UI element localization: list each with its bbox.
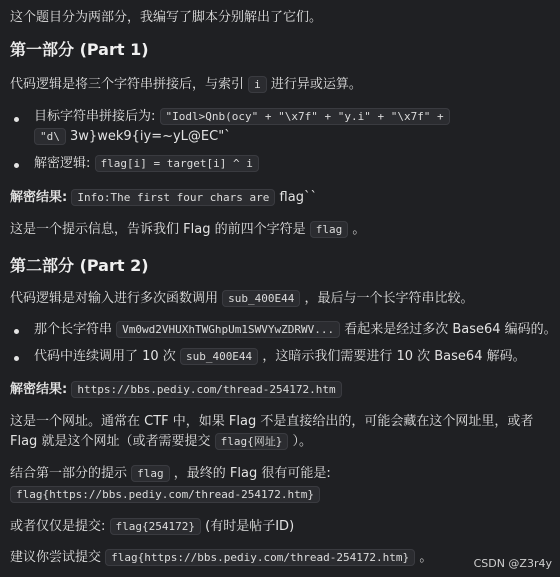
part2-bullet2-after: ，这暗示我们需要进行 10 次 Base64 解码。 <box>262 349 526 364</box>
part1-heading: 第一部分 (Part 1) <box>10 40 149 59</box>
part2-para2-after: ）。 <box>292 434 312 449</box>
bullet-icon <box>14 117 19 122</box>
part2-bullet1-before: 那个长字符串 <box>34 322 113 337</box>
part2-combine-code: flag <box>131 465 170 482</box>
part2-alt-before: 或者仅仅是提交: <box>10 519 106 534</box>
part1-bullet-target-cont <box>34 129 550 145</box>
part2-result-code: https://bbs.pediy.com/thread-254172.htm <box>71 381 341 398</box>
part2-bullet2-before: 代码中连续调用了 10 次 <box>34 349 176 364</box>
part2-desc-after: ，最后与一个长字符串比较。 <box>304 291 474 306</box>
part2-suggest-after: 。 <box>419 550 433 565</box>
watermark: CSDN @Z3r4y <box>473 557 552 571</box>
part1-bullet1-tail: 3w}wek9{iy=~yL@EC"` <box>70 129 231 144</box>
part2-suggest-code: flag{https://bbs.pediy.com/thread-254172.htm} <box>105 549 415 566</box>
part2-desc-before: 代码逻辑是对输入进行多次函数调用 <box>10 291 219 306</box>
part1-result-label: 解密结果: <box>10 190 68 205</box>
part2-desc <box>10 291 550 307</box>
part2-final-flag <box>10 487 550 503</box>
part2-bullet1-after: 看起来是经过多次 Base64 编码的。 <box>344 322 557 337</box>
part1-result-code: Info:The first four chars are <box>71 189 275 206</box>
part1-desc <box>10 77 550 93</box>
part2-bullet1-code: Vm0wd2VHUXhTWGhpUm1SWVYwZDRWV... <box>116 321 340 338</box>
part1-note-after: 。 <box>352 222 366 237</box>
part2-alt-code: flag{254172} <box>110 518 201 535</box>
part2-bullet-string <box>34 322 557 338</box>
part1-bullet1-code-b: "d\ <box>34 128 66 145</box>
part2-desc-code: sub_400E44 <box>222 290 300 307</box>
part2-para2-before: Flag 就是这个网址（或者需要提交 <box>10 434 211 449</box>
part1-note-code: flag <box>310 221 349 238</box>
part2-heading: 第二部分 (Part 2) <box>10 256 149 275</box>
part2-suggest-before: 建议你尝试提交 <box>10 550 102 565</box>
part1-bullet2-code: flag[i] = target[i] ^ i <box>95 155 259 172</box>
part2-combine-after: ，最终的 Flag 很有可能是: <box>173 466 331 481</box>
part2-para2 <box>10 434 550 450</box>
bullet-icon <box>14 329 19 334</box>
part2-alt-after: (有时是帖子ID) <box>205 519 295 534</box>
part1-desc-after: 进行异或运算。 <box>270 77 362 92</box>
part2-result-label: 解密结果: <box>10 382 68 397</box>
intro-text: 这个题目分为两部分，我编写了脚本分别解出了它们。 <box>10 10 323 25</box>
bullet-icon <box>14 356 19 361</box>
part2-bullet-calls <box>34 349 550 365</box>
part1-note-before: 这是一个提示信息，告诉我们 Flag 的前四个字符是 <box>10 222 306 237</box>
part1-desc-code: i <box>248 76 267 93</box>
part1-note <box>10 222 550 238</box>
part1-desc-before: 代码逻辑是将三个字符串拼接后，与索引 <box>10 77 245 92</box>
part2-bullet2-code: sub_400E44 <box>180 348 258 365</box>
part2-result <box>10 382 550 398</box>
part2-combine-before: 结合第一部分的提示 <box>10 466 128 481</box>
part2-suggest <box>10 550 550 566</box>
part1-bullet-target <box>34 109 550 125</box>
part1-result-tail: flag`` <box>279 190 317 205</box>
part1-bullet1-label: 目标字符串拼接后为: <box>34 109 156 124</box>
part1-result <box>10 190 550 206</box>
bullet-icon <box>14 163 19 168</box>
part1-bullet-logic <box>34 156 550 172</box>
part2-para2-code: flag{网址} <box>215 433 289 450</box>
part1-bullet1-code-a: "Iodl>Qnb(ocy" + "\x7f" + "y.i" + "\x7f" + <box>160 108 450 125</box>
part2-alt <box>10 519 550 535</box>
part2-para1: 这是一个网址。通常在 CTF 中，如果 Flag 不是直接给出的，可能会藏在这个网址里，或者 <box>10 414 534 429</box>
part2-combine <box>10 466 550 482</box>
final-flag-code: flag{https://bbs.pediy.com/thread-254172.htm} <box>10 486 320 503</box>
part1-bullet2-label: 解密逻辑: <box>34 156 91 171</box>
